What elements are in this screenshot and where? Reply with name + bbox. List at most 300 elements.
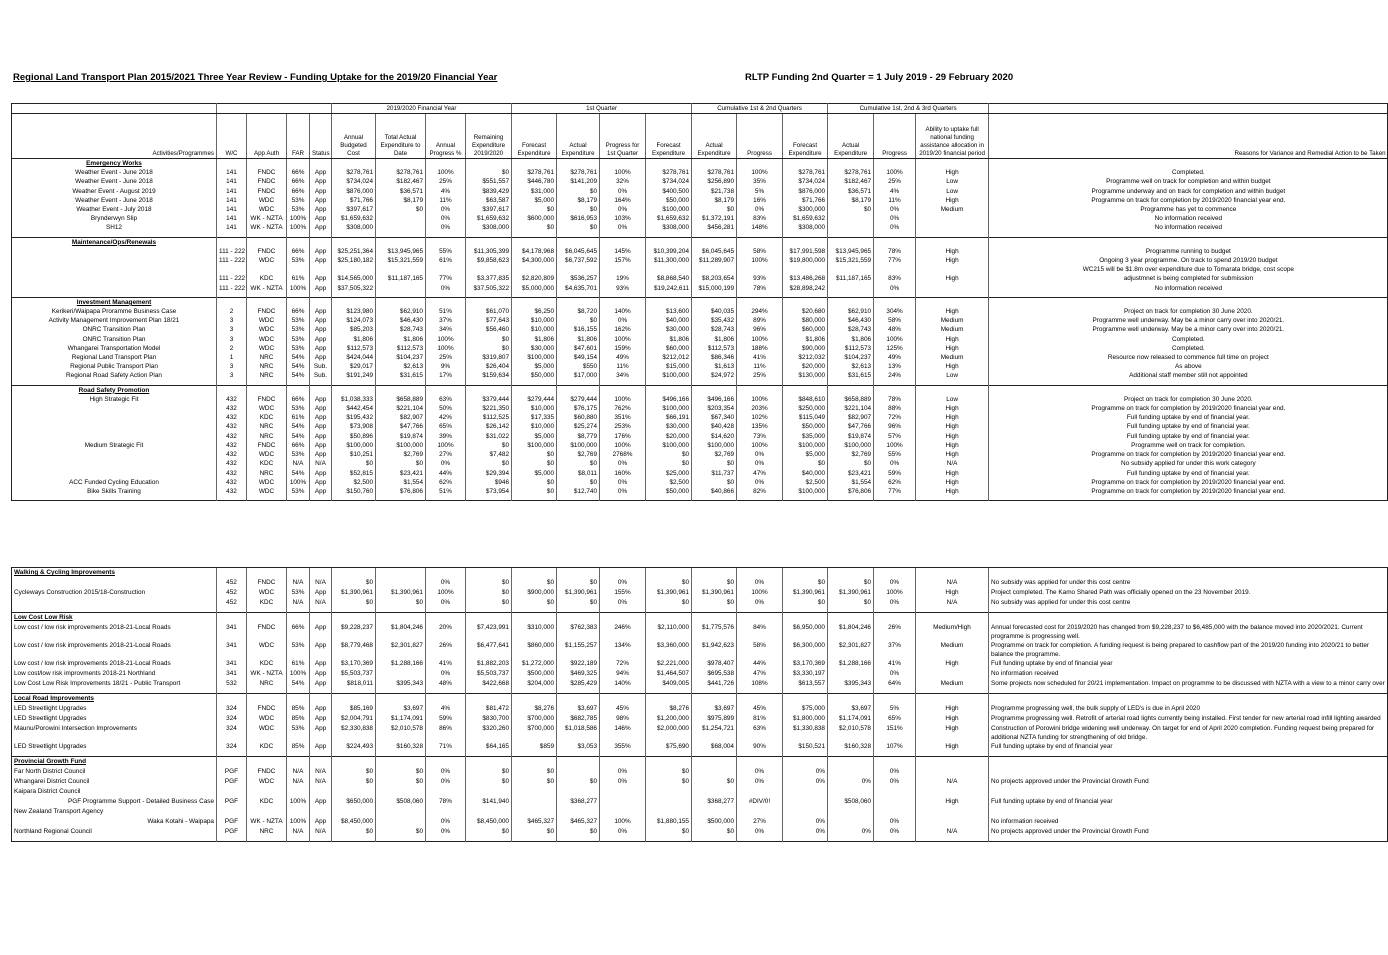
table-cell (783, 807, 828, 817)
empty-cell (874, 159, 916, 169)
empty-cell (310, 757, 332, 768)
empty-cell (916, 385, 989, 395)
table-cell: 100% (426, 344, 466, 353)
table-cell: $31,022 (466, 432, 512, 441)
table-row (12, 827, 1388, 837)
empty-cell (737, 385, 783, 395)
table-cell: $141,209 (557, 177, 600, 186)
table-cell: N/A (310, 598, 332, 608)
reason-text: Resource now released to commence full time on project (989, 353, 1388, 362)
table-cell: 0% (783, 817, 828, 827)
table-cell (310, 265, 332, 274)
table-cell: $2,613 (828, 362, 874, 371)
table-cell: 141 (217, 223, 247, 232)
table-cell: 141 (217, 196, 247, 205)
table-row (12, 623, 1388, 641)
table-cell (557, 807, 600, 817)
table-cell: $3,697 (692, 704, 737, 714)
empty-cell (692, 694, 737, 705)
activity-name: High Strategic Fit (89, 395, 139, 403)
empty-cell (247, 837, 287, 842)
empty-cell (512, 613, 557, 624)
table-cell: $922,189 (557, 659, 600, 669)
table-cell: $0 (692, 459, 737, 468)
table-cell: 452 (217, 588, 247, 598)
table-cell (512, 797, 557, 807)
table-row (12, 478, 1388, 487)
empty-cell (426, 613, 466, 624)
table-cell: $0 (646, 777, 692, 787)
table-cell (828, 214, 874, 223)
table-row (12, 247, 1388, 256)
table-cell: 49% (600, 353, 646, 362)
table-cell: $8,779,468 (332, 641, 376, 659)
table-cell: 100% (287, 797, 310, 807)
table-cell: FNDC (247, 441, 287, 450)
table-cell: $1,806 (783, 335, 828, 344)
table-cell: $0 (466, 588, 512, 598)
table-cell: $424,044 (332, 353, 376, 362)
table-cell: 0% (783, 827, 828, 837)
table-cell: High (916, 469, 989, 478)
table-cell: $13,945,965 (376, 247, 426, 256)
activity-name (12, 450, 217, 459)
empty-cell (310, 613, 332, 624)
table-cell: $100,000 (692, 441, 737, 450)
page-subtitle: RLTP Funding 2nd Quarter = 1 July 2019 - 29 February 2020 (745, 72, 1014, 83)
table-cell: 0% (783, 767, 828, 777)
table-row (12, 787, 1388, 797)
table-cell: $15,000 (646, 362, 692, 371)
table-cell: 77% (874, 487, 916, 496)
table-cell: WDC (247, 205, 287, 214)
table-cell: $182,467 (376, 177, 426, 186)
section-heading: Walking & Cycling Improvements (12, 568, 217, 579)
table-cell: 66% (287, 187, 310, 196)
table-cell: 0% (600, 205, 646, 214)
table-row (12, 487, 1388, 496)
activity-name: Weather Event - June 2018 (75, 178, 153, 186)
empty-cell (466, 694, 512, 705)
table-cell: N/A (287, 598, 310, 608)
table-cell: High (916, 413, 989, 422)
table-cell: $23,421 (828, 469, 874, 478)
table-cell (376, 807, 426, 817)
activity-name: Bike Skills Training (87, 487, 141, 495)
empty-cell (874, 568, 916, 579)
table-cell: 54% (287, 679, 310, 689)
table-cell: $212,012 (646, 353, 692, 362)
empty-cell (332, 694, 376, 705)
table-cell: App (310, 588, 332, 598)
table-cell: 26% (874, 623, 916, 641)
table-cell (217, 807, 247, 817)
empty-cell (512, 297, 557, 307)
table-cell: $700,000 (512, 724, 557, 742)
activity-name: Whangarei Transportation Model (67, 344, 161, 352)
table-cell (376, 669, 426, 679)
table-cell: 134% (600, 641, 646, 659)
table-cell: $100,000 (332, 441, 376, 450)
empty-cell (332, 496, 376, 501)
table-cell: $0 (512, 223, 557, 232)
activity-name (12, 432, 217, 441)
table-cell: $0 (466, 168, 512, 177)
table-cell: 85% (287, 742, 310, 752)
table-cell: 100% (287, 478, 310, 487)
table-cell: 55% (874, 450, 916, 459)
table-cell: KDC (247, 659, 287, 669)
table-row (12, 344, 1388, 353)
reason-text: Some projects now scheduled for 20/21 implementation. Impact on programme to be discussed with NZTA with a view to a minor carry over (989, 679, 1388, 689)
table-row (12, 441, 1388, 450)
table-cell: $859 (512, 742, 557, 752)
empty-cell (737, 159, 783, 169)
table-cell: 66% (287, 307, 310, 316)
empty-cell (247, 757, 287, 768)
column-header: App Auth (247, 114, 287, 159)
table-cell: $17,335 (512, 413, 557, 422)
table-cell: $0 (512, 487, 557, 496)
table-row (12, 797, 1388, 807)
table-cell: 432 (217, 459, 247, 468)
table-cell: 93% (737, 274, 783, 283)
empty-cell (310, 496, 332, 501)
table-cell: $0 (557, 827, 600, 837)
table-cell: $112,573 (332, 344, 376, 353)
reason-text: Programme well on track for completion. (989, 441, 1388, 450)
table-cell: 100% (874, 588, 916, 598)
table-cell: $4,635,701 (557, 284, 600, 293)
table-cell: $71,766 (783, 196, 828, 205)
table-cell: $279,444 (512, 395, 557, 404)
table-cell: $100,000 (828, 441, 874, 450)
table-cell: 155% (600, 588, 646, 598)
table-cell: $1,200,000 (646, 714, 692, 724)
table-cell: 82% (737, 487, 783, 496)
table-cell: $2,004,791 (332, 714, 376, 724)
table-cell: 432 (217, 441, 247, 450)
table-cell: App (310, 441, 332, 450)
table-row (12, 817, 1388, 827)
table-cell: 78% (874, 247, 916, 256)
table-cell: High (916, 450, 989, 459)
table-cell: $1,390,961 (376, 588, 426, 598)
table-row (12, 362, 1388, 371)
reason-text: No subsidy was applied for under this cost centre (989, 578, 1388, 588)
table-cell: $0 (376, 777, 426, 787)
table-cell: 108% (737, 679, 783, 689)
table-cell: Medium/High (916, 623, 989, 641)
activity-name (12, 265, 217, 274)
reason-text: Project completed. The Kamo Shared Path was officially opened on the 23 November 2019. (989, 588, 1388, 598)
table-cell: $1,806 (828, 335, 874, 344)
activity-name: LED Streetlight Upgrades (14, 715, 87, 722)
table-cell: FNDC (247, 395, 287, 404)
table-cell: N/A (287, 459, 310, 468)
empty-cell (783, 159, 828, 169)
table-cell: 432 (217, 395, 247, 404)
table-cell: 96% (874, 422, 916, 431)
table-cell: PGF (217, 767, 247, 777)
activity-name (12, 459, 217, 468)
funding-table-bottom (11, 567, 1388, 842)
table-cell: 4% (874, 187, 916, 196)
table-cell: $104,237 (828, 353, 874, 362)
table-cell: Medium (916, 641, 989, 659)
column-header: Progress (737, 114, 783, 159)
empty-cell (692, 837, 737, 842)
table-cell: $50,000 (646, 196, 692, 205)
table-cell: $81,472 (466, 704, 512, 714)
table-cell (828, 284, 874, 293)
table-cell: $1,254,721 (692, 724, 737, 742)
table-cell: 100% (426, 168, 466, 177)
table-cell: FNDC (247, 623, 287, 641)
table-cell (466, 787, 512, 797)
table-cell: $29,017 (332, 362, 376, 371)
table-cell: 0% (426, 205, 466, 214)
table-cell: $0 (332, 777, 376, 787)
table-cell: 2 (217, 307, 247, 316)
table-cell: 53% (287, 404, 310, 413)
table-cell: $278,761 (692, 168, 737, 177)
empty-cell (247, 568, 287, 579)
table-cell: $100,000 (512, 441, 557, 450)
table-cell: 61% (287, 659, 310, 669)
table-cell: $0 (512, 777, 557, 787)
table-cell (646, 787, 692, 797)
table-cell: 53% (287, 641, 310, 659)
table-cell: 44% (737, 659, 783, 669)
table-cell: Medium (916, 353, 989, 362)
table-cell: 100% (426, 588, 466, 598)
table-cell: $90,000 (783, 344, 828, 353)
table-cell: 100% (737, 395, 783, 404)
table-cell: 294% (737, 307, 783, 316)
table-cell: WDC (247, 316, 287, 325)
table-cell: NRC (247, 422, 287, 431)
reason-text: Programme has yet to commence (989, 205, 1388, 214)
table-cell: $0 (512, 459, 557, 468)
activity-name: ONRC Transition Plan (82, 335, 146, 343)
group-header: 1st Quarter (512, 104, 692, 114)
empty-cell (247, 613, 287, 624)
table-cell: WDC (247, 325, 287, 334)
table-cell: 58% (737, 247, 783, 256)
empty-cell (874, 297, 916, 307)
empty-cell (989, 496, 1388, 501)
table-cell: $17,000 (557, 371, 600, 380)
table-cell: $17,991,598 (783, 247, 828, 256)
empty-cell (376, 496, 426, 501)
activity-name: Low cost / low risk improvements 2018-21-Local Roads (14, 624, 171, 631)
table-cell: $8,450,000 (332, 817, 376, 827)
table-row (12, 205, 1388, 214)
reason-text: No projects approved under the Provincial Growth Fund (989, 777, 1388, 787)
table-cell: 89% (737, 316, 783, 325)
table-cell: 13% (874, 362, 916, 371)
table-cell: $0 (557, 578, 600, 588)
reason-text: Project on track for completion 30 June 2020. (989, 395, 1388, 404)
table-cell: $2,301,827 (828, 641, 874, 659)
empty-cell (600, 237, 646, 247)
table-cell: $221,104 (376, 404, 426, 413)
table-cell: $1,554 (376, 478, 426, 487)
empty-cell (600, 496, 646, 501)
reason-text: Completed. (989, 344, 1388, 353)
table-cell: $2,221,000 (646, 659, 692, 669)
table-cell: $1,390,961 (828, 588, 874, 598)
reason-text: Programme well underway. May be a minor carry over into 2020/21. (989, 316, 1388, 325)
activity-name: Weather Event - August 2019 (72, 187, 156, 195)
table-cell: 0% (426, 578, 466, 588)
table-cell: 160% (600, 469, 646, 478)
table-cell: 0% (874, 598, 916, 608)
table-cell: 0% (600, 487, 646, 496)
table-cell: $203,354 (692, 404, 737, 413)
table-cell: App (310, 196, 332, 205)
empty-cell (310, 159, 332, 169)
table-cell (646, 797, 692, 807)
table-cell: N/A (310, 767, 332, 777)
section-heading: Investment Management (12, 297, 217, 307)
table-cell: $28,743 (828, 325, 874, 334)
table-cell: 100% (874, 335, 916, 344)
empty-cell (989, 237, 1388, 247)
table-cell: 61% (426, 256, 466, 265)
table-cell: FNDC (247, 307, 287, 316)
table-cell: 72% (874, 413, 916, 422)
table-row (12, 168, 1388, 177)
table-cell: High (916, 256, 989, 265)
table-cell (426, 265, 466, 274)
table-cell: $62,910 (376, 307, 426, 316)
table-cell: $26,404 (466, 362, 512, 371)
table-cell: $441,726 (692, 679, 737, 689)
table-cell: 84% (737, 623, 783, 641)
activity-name (12, 274, 217, 283)
table-cell: $5,503,737 (332, 669, 376, 679)
header-blank (12, 104, 217, 114)
table-cell: App (310, 714, 332, 724)
table-cell: $650,000 (332, 797, 376, 807)
reason-text: No information received (989, 669, 1388, 679)
empty-cell (600, 694, 646, 705)
table-cell: 77% (874, 256, 916, 265)
table-cell: $2,769 (376, 450, 426, 459)
table-cell: 432 (217, 469, 247, 478)
table-cell: $191,249 (332, 371, 376, 380)
table-cell (916, 669, 989, 679)
table-cell: N/A (916, 459, 989, 468)
table-cell: 3 (217, 362, 247, 371)
table-cell: $1,806 (557, 335, 600, 344)
empty-cell (828, 694, 874, 705)
table-cell: 47% (737, 469, 783, 478)
table-cell: Medium (916, 316, 989, 325)
empty-cell (332, 757, 376, 768)
table-cell: $734,024 (646, 177, 692, 186)
table-cell (692, 807, 737, 817)
table-cell: $2,769 (692, 450, 737, 459)
section-heading: Provincial Growth Fund (12, 757, 217, 768)
empty-cell (916, 496, 989, 501)
table-cell: App (310, 422, 332, 431)
reason-text: Programme on track for completion. A funding request is being prepared to cashflow part of the 2019/20 funding into 2020/21 to better balance the programme. (989, 641, 1388, 659)
table-cell: App (310, 256, 332, 265)
empty-cell (646, 159, 692, 169)
table-cell: $839,429 (466, 187, 512, 196)
table-cell: 65% (426, 422, 466, 431)
table-cell: $0 (376, 459, 426, 468)
table-cell: 324 (217, 742, 247, 752)
empty-cell (426, 496, 466, 501)
table-cell: 53% (287, 335, 310, 344)
table-cell: $0 (828, 205, 874, 214)
table-cell: $734,024 (783, 177, 828, 186)
table-cell: 51% (426, 487, 466, 496)
table-cell: $2,769 (557, 450, 600, 459)
table-cell: 141 (217, 187, 247, 196)
table-cell: $8,203,654 (692, 274, 737, 283)
table-cell: High (916, 742, 989, 752)
table-cell: $10,399,204 (646, 247, 692, 256)
empty-cell (217, 757, 247, 768)
empty-cell (466, 297, 512, 307)
table-cell: N/A (287, 827, 310, 837)
table-cell: 34% (600, 371, 646, 380)
table-cell: 66% (287, 177, 310, 186)
table-cell: $40,000 (646, 316, 692, 325)
table-cell: $2,010,578 (376, 724, 426, 742)
empty-cell (646, 757, 692, 768)
table-cell: #DIV/0! (737, 797, 783, 807)
table-cell: $0 (646, 450, 692, 459)
table-cell: $30,000 (646, 422, 692, 431)
table-cell: 54% (287, 422, 310, 431)
table-cell: 0% (874, 669, 916, 679)
empty-cell (310, 297, 332, 307)
table-cell: FNDC (247, 247, 287, 256)
table-cell: FNDC (247, 168, 287, 177)
table-cell: N/A (310, 777, 332, 787)
empty-cell (217, 613, 247, 624)
table-cell: 54% (287, 353, 310, 362)
table-cell: 85% (287, 704, 310, 714)
activity-name: Brynderwyn Slip (90, 215, 138, 223)
table-cell (557, 265, 600, 274)
empty-cell (600, 159, 646, 169)
table-cell: $14,565,000 (332, 274, 376, 283)
table-cell: $1,659,632 (646, 214, 692, 223)
empty-cell (287, 237, 310, 247)
table-cell: 11% (600, 362, 646, 371)
section-heading: Maintenance/Ops/Renewals (12, 237, 217, 247)
table-cell: $1,804,246 (828, 623, 874, 641)
table-cell: $14,620 (692, 432, 737, 441)
table-cell: App (310, 742, 332, 752)
table-cell: 0% (426, 223, 466, 232)
activity-name (12, 413, 217, 422)
table-cell: Medium (916, 205, 989, 214)
table-cell (692, 265, 737, 274)
table-cell: 53% (287, 325, 310, 334)
table-cell (557, 767, 600, 777)
table-cell: $1,390,961 (332, 588, 376, 598)
group-header: Cumulative 1st, 2nd & 3rd Quarters (828, 104, 989, 114)
reason-text: Programme well underway. May be a minor carry over into 2020/21. (989, 325, 1388, 334)
